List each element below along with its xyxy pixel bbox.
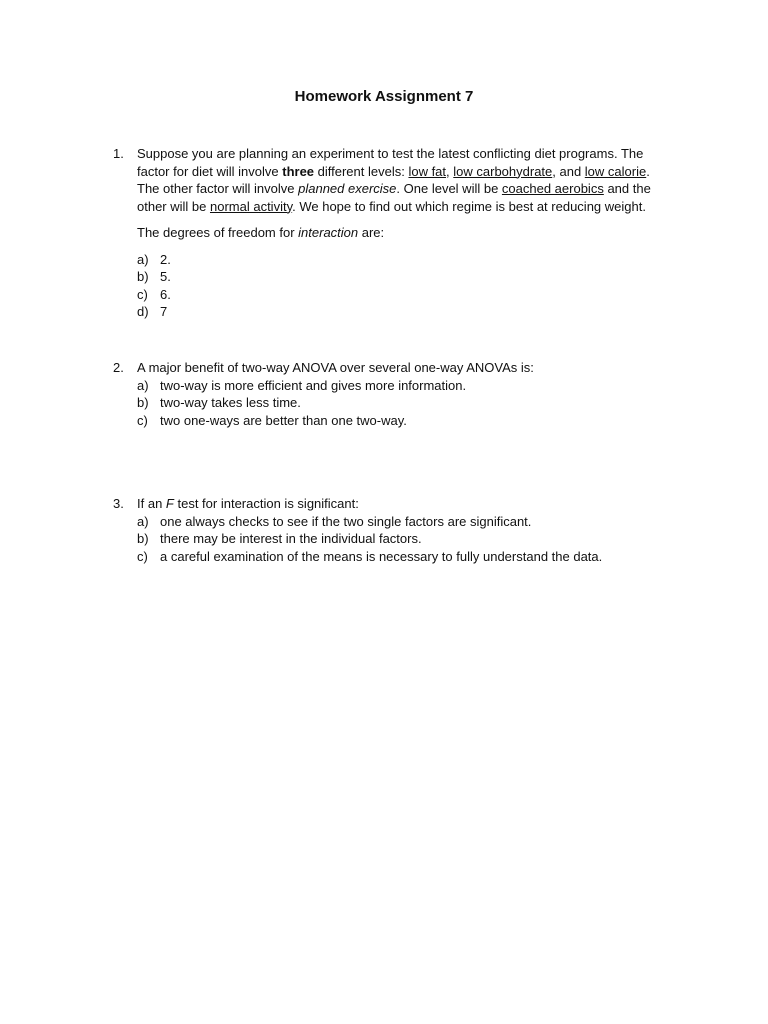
option-letter: b)	[137, 395, 149, 410]
option-c	[137, 286, 673, 304]
italic-text: interaction	[298, 225, 359, 240]
options-list	[137, 251, 673, 321]
option-letter: a)	[137, 377, 149, 393]
option-text: 2.	[160, 251, 171, 267]
option-c	[137, 412, 673, 430]
option-letter: a)	[137, 513, 149, 529]
option-text: 7	[160, 304, 168, 319]
text-run: test for interaction is significant:	[173, 496, 359, 511]
option-letter: c)	[137, 412, 148, 428]
option-text: one always checks to see if the two single factors are significant.	[160, 513, 532, 529]
text-run: different levels:	[314, 163, 409, 179]
option-d	[137, 303, 673, 321]
text-run: and the other will be	[137, 181, 651, 214]
underlined-text: low carbohydrate	[453, 163, 553, 179]
question-body	[137, 359, 673, 429]
text-run: . The other factor will involve	[137, 163, 650, 196]
question-number: 2.	[113, 360, 124, 375]
text-run: . One level will be	[396, 181, 502, 196]
option-letter: b)	[137, 531, 149, 546]
option-letter: d)	[137, 304, 149, 319]
text-run: are:	[358, 225, 385, 240]
question-1	[113, 145, 673, 321]
option-b	[137, 530, 673, 548]
italic-text: planned exercise	[298, 181, 397, 196]
question-2	[113, 359, 673, 429]
option-a	[137, 251, 673, 269]
question-prompt	[137, 224, 673, 242]
question-body	[137, 145, 673, 321]
bold-text: three	[282, 163, 315, 179]
option-b	[137, 394, 673, 412]
option-a	[137, 513, 673, 531]
option-letter: c)	[137, 286, 148, 302]
text-run: ,	[446, 163, 454, 179]
option-text: two-way takes less time.	[160, 395, 301, 410]
text-run: . We hope to find out which regime is best at reducing weight.	[292, 198, 646, 214]
option-c	[137, 548, 673, 566]
option-text: 6.	[160, 286, 171, 302]
question-text: A major benefit of two-way ANOVA over several one-way ANOVAs is:	[137, 360, 534, 375]
underlined-text: coached aerobics	[501, 181, 604, 196]
option-text: two-way is more efficient and gives more information.	[160, 377, 467, 393]
question-text	[137, 145, 673, 215]
option-b	[137, 268, 673, 286]
option-letter: b)	[137, 269, 149, 284]
option-text: 5.	[160, 269, 171, 284]
text-run: If an	[137, 496, 166, 511]
options-list	[137, 513, 673, 566]
question-3	[113, 495, 673, 565]
text-run: The degrees of freedom for	[137, 225, 299, 240]
text-run: Suppose you are planning an experiment to test the latest conflicting diet programs. The factor for diet will involve	[137, 146, 644, 179]
underlined-text: normal activity	[209, 198, 293, 214]
question-number: 3.	[113, 496, 124, 511]
option-text: a careful examination of the means is necessary to fully understand the data.	[160, 548, 603, 564]
page-title: Homework Assignment 7	[294, 88, 474, 105]
question-body	[137, 495, 673, 565]
underlined-text: low calorie	[584, 163, 647, 179]
underlined-text: low fat	[408, 163, 447, 179]
option-letter: c)	[137, 548, 148, 564]
text-run: , and	[552, 163, 585, 179]
question-text	[137, 495, 673, 513]
option-a	[137, 377, 673, 395]
option-letter: a)	[137, 251, 149, 267]
options-list	[137, 377, 673, 430]
option-text: two one-ways are better than one two-way.	[160, 412, 407, 428]
question-number: 1.	[113, 146, 124, 161]
italic-text: F	[165, 496, 174, 511]
option-text: there may be interest in the individual factors.	[160, 531, 422, 546]
